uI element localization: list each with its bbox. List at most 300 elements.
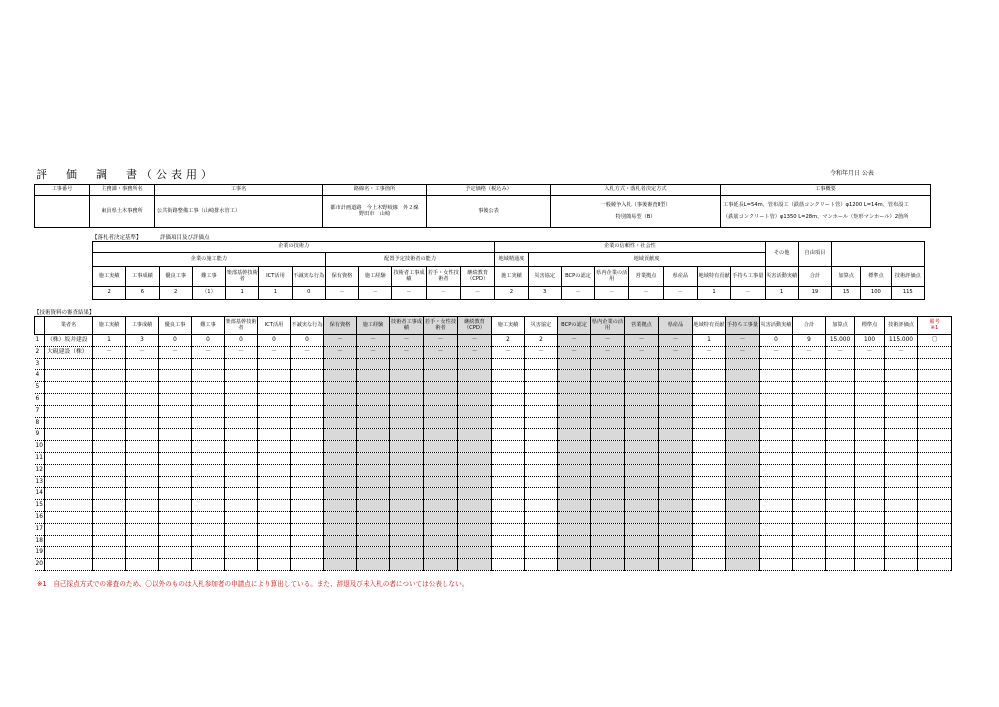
note-cell bbox=[918, 417, 952, 429]
table-row bbox=[35, 476, 952, 488]
result-cell bbox=[659, 358, 693, 370]
result-cell bbox=[591, 476, 625, 488]
group-reliability: 企業の信頼性・社会性 bbox=[495, 242, 765, 253]
result-cell: － bbox=[558, 335, 591, 347]
result-cell bbox=[558, 476, 591, 488]
result-col-header: 標準点 bbox=[855, 317, 885, 335]
result-cell bbox=[492, 452, 525, 464]
eval-points-cell: 1 bbox=[765, 287, 798, 300]
summary-line-1: 工事延長L=54m、管布設工（鉄筋コンクリート管）φ1200 L=14m、管布設工 bbox=[723, 201, 909, 208]
note-cell bbox=[918, 547, 952, 559]
result-cell bbox=[258, 547, 291, 559]
result-cell bbox=[726, 452, 760, 464]
result-cell bbox=[693, 523, 726, 535]
result-cell: － bbox=[525, 346, 558, 358]
result-cell bbox=[390, 535, 424, 547]
result-cell bbox=[324, 452, 357, 464]
result-cell bbox=[458, 523, 492, 535]
result-cell bbox=[525, 393, 558, 405]
result-cell bbox=[390, 488, 424, 500]
result-cell bbox=[525, 559, 558, 571]
result-cell bbox=[885, 511, 918, 523]
header-office: 主務課・事務所名 bbox=[90, 185, 155, 196]
eval-col-header: 合計 bbox=[798, 267, 831, 287]
result-cell bbox=[659, 476, 693, 488]
result-cell bbox=[225, 417, 258, 429]
result-cell bbox=[324, 523, 357, 535]
result-cell bbox=[855, 464, 885, 476]
result-cell bbox=[625, 358, 659, 370]
result-cell bbox=[625, 547, 659, 559]
result-cell bbox=[159, 500, 192, 512]
result-cell bbox=[126, 382, 159, 394]
result-cell bbox=[793, 476, 826, 488]
result-cell bbox=[458, 464, 492, 476]
result-cell: － bbox=[258, 346, 291, 358]
result-cell bbox=[390, 370, 424, 382]
result-cell bbox=[291, 370, 324, 382]
result-cell bbox=[291, 500, 324, 512]
result-cell bbox=[885, 358, 918, 370]
table-row bbox=[35, 511, 952, 523]
result-cell bbox=[93, 370, 126, 382]
result-cell bbox=[225, 464, 258, 476]
row-number: 4 bbox=[35, 370, 45, 382]
note-cell bbox=[918, 452, 952, 464]
header-location: 路線名・工事箇所 bbox=[323, 185, 427, 196]
result-cell bbox=[424, 488, 458, 500]
result-cell bbox=[558, 405, 591, 417]
table-row bbox=[35, 547, 952, 559]
eval-col-header: 加算点 bbox=[832, 267, 861, 287]
result-col-header: 難工事 bbox=[192, 317, 225, 335]
result-cell bbox=[525, 523, 558, 535]
result-cell bbox=[659, 370, 693, 382]
result-cell bbox=[492, 559, 525, 571]
table-row bbox=[35, 441, 952, 453]
project-number bbox=[35, 196, 90, 228]
eval-points-cell: － bbox=[325, 287, 358, 300]
result-cell bbox=[793, 535, 826, 547]
result-cell bbox=[324, 547, 357, 559]
table-row bbox=[35, 464, 952, 476]
result-cell bbox=[192, 488, 225, 500]
result-cell bbox=[357, 358, 390, 370]
result-cell bbox=[693, 464, 726, 476]
result-cell bbox=[726, 476, 760, 488]
result-cell bbox=[492, 511, 525, 523]
result-cell bbox=[291, 559, 324, 571]
result-cell bbox=[424, 535, 458, 547]
eval-points-cell: 2 bbox=[495, 287, 528, 300]
result-cell bbox=[885, 476, 918, 488]
result-cell bbox=[159, 464, 192, 476]
eval-col-header: ICT活用 bbox=[259, 267, 292, 287]
result-cell bbox=[625, 441, 659, 453]
result-cell bbox=[726, 429, 760, 441]
result-cell: 115.000 bbox=[885, 335, 918, 347]
note-cell bbox=[918, 559, 952, 571]
result-cell bbox=[855, 476, 885, 488]
result-cell bbox=[159, 405, 192, 417]
result-cell bbox=[726, 382, 760, 394]
result-cell bbox=[885, 393, 918, 405]
result-cell bbox=[492, 476, 525, 488]
result-cell bbox=[93, 464, 126, 476]
result-cell bbox=[760, 547, 793, 559]
result-cell: － bbox=[625, 346, 659, 358]
result-cell bbox=[525, 382, 558, 394]
result-cell bbox=[192, 559, 225, 571]
result-cell bbox=[126, 393, 159, 405]
row-number: 1 bbox=[35, 335, 45, 347]
result-cell bbox=[357, 488, 390, 500]
company-name bbox=[45, 535, 93, 547]
result-cell bbox=[591, 535, 625, 547]
result-cell bbox=[659, 559, 693, 571]
company-name bbox=[45, 370, 93, 382]
result-cell bbox=[826, 535, 855, 547]
result-cell bbox=[458, 370, 492, 382]
result-cell bbox=[558, 452, 591, 464]
result-cell bbox=[225, 523, 258, 535]
result-cell bbox=[885, 523, 918, 535]
result-cell bbox=[492, 393, 525, 405]
result-cell: 0 bbox=[225, 335, 258, 347]
result-cell bbox=[760, 441, 793, 453]
project-name: 公共街路整備工事（山崎排水管工） bbox=[155, 196, 323, 228]
result-cell: － bbox=[390, 346, 424, 358]
result-cell bbox=[458, 535, 492, 547]
result-cell bbox=[458, 488, 492, 500]
result-cell bbox=[659, 547, 693, 559]
header-bid-method: 入札方式・落札者決定方式 bbox=[551, 185, 721, 196]
result-cell bbox=[826, 441, 855, 453]
result-cell bbox=[424, 370, 458, 382]
result-cell bbox=[591, 382, 625, 394]
result-col-header: 手持ち工事量 bbox=[726, 317, 760, 335]
result-col-header: BCPの認定 bbox=[558, 317, 591, 335]
result-cell bbox=[885, 370, 918, 382]
result-cell bbox=[525, 488, 558, 500]
table-row bbox=[35, 405, 952, 417]
row-number: 7 bbox=[35, 405, 45, 417]
result-cell bbox=[159, 452, 192, 464]
company-name bbox=[45, 417, 93, 429]
result-cell bbox=[760, 488, 793, 500]
result-cell bbox=[625, 464, 659, 476]
note-cell bbox=[918, 523, 952, 535]
result-cell bbox=[192, 476, 225, 488]
result-cell bbox=[291, 405, 324, 417]
result-cell: － bbox=[492, 346, 525, 358]
result-cell bbox=[225, 500, 258, 512]
result-cell bbox=[591, 370, 625, 382]
result-cell bbox=[390, 547, 424, 559]
result-cell bbox=[126, 476, 159, 488]
result-cell bbox=[558, 441, 591, 453]
result-cell bbox=[659, 511, 693, 523]
result-cell bbox=[291, 523, 324, 535]
result-cell bbox=[225, 452, 258, 464]
result-cell bbox=[390, 441, 424, 453]
result-cell bbox=[291, 452, 324, 464]
result-cell bbox=[225, 441, 258, 453]
result-cell bbox=[591, 500, 625, 512]
result-col-header: 技術者工事成績 bbox=[390, 317, 424, 335]
result-cell bbox=[492, 500, 525, 512]
eval-col-header: 災害活動実績 bbox=[765, 267, 798, 287]
result-cell bbox=[885, 464, 918, 476]
result-cell bbox=[390, 417, 424, 429]
result-col-header: ICT活用 bbox=[258, 317, 291, 335]
result-cell: － bbox=[760, 346, 793, 358]
company-name bbox=[45, 500, 93, 512]
result-cell bbox=[192, 405, 225, 417]
result-cell bbox=[793, 452, 826, 464]
result-cell bbox=[258, 393, 291, 405]
result-cell bbox=[458, 358, 492, 370]
result-cell bbox=[93, 429, 126, 441]
result-cell bbox=[885, 547, 918, 559]
result-cell bbox=[591, 464, 625, 476]
company-name bbox=[45, 511, 93, 523]
result-cell bbox=[625, 523, 659, 535]
result-cell bbox=[225, 559, 258, 571]
result-cell bbox=[855, 535, 885, 547]
result-cell bbox=[225, 393, 258, 405]
result-cell bbox=[793, 382, 826, 394]
eval-col-header: 技術者工事成績 bbox=[392, 267, 426, 287]
result-cell bbox=[258, 370, 291, 382]
result-cell bbox=[159, 559, 192, 571]
result-cell bbox=[424, 511, 458, 523]
result-cell bbox=[93, 358, 126, 370]
result-cell bbox=[258, 488, 291, 500]
result-cell bbox=[159, 370, 192, 382]
row-number: 18 bbox=[35, 535, 45, 547]
result-cell bbox=[793, 464, 826, 476]
result-cell bbox=[357, 535, 390, 547]
result-cell bbox=[885, 429, 918, 441]
result-cell bbox=[855, 500, 885, 512]
eval-col-header: 不誠実な行為 bbox=[292, 267, 325, 287]
note-cell bbox=[918, 429, 952, 441]
result-cell bbox=[693, 511, 726, 523]
eval-col-header: BCPの認定 bbox=[561, 267, 594, 287]
result-cell bbox=[826, 417, 855, 429]
project-location bbox=[323, 196, 427, 228]
result-cell bbox=[159, 382, 192, 394]
result-cell bbox=[324, 405, 357, 417]
result-cell bbox=[93, 417, 126, 429]
result-cell bbox=[458, 500, 492, 512]
result-cell bbox=[424, 523, 458, 535]
result-cell bbox=[726, 559, 760, 571]
result-cell bbox=[525, 358, 558, 370]
eval-points-cell: 0 bbox=[292, 287, 325, 300]
result-cell bbox=[291, 393, 324, 405]
result-cell: － bbox=[693, 346, 726, 358]
result-col-header: 施工経験 bbox=[357, 317, 390, 335]
result-cell bbox=[126, 464, 159, 476]
result-cell bbox=[258, 452, 291, 464]
result-cell bbox=[390, 476, 424, 488]
eval-points-cell: （1） bbox=[192, 287, 225, 300]
table-row bbox=[35, 358, 952, 370]
eval-points-cell: 1 bbox=[259, 287, 292, 300]
result-cell bbox=[726, 464, 760, 476]
result-cell bbox=[126, 441, 159, 453]
eval-col-header: 県内企業の活用 bbox=[595, 267, 629, 287]
result-cell bbox=[159, 523, 192, 535]
group-blank bbox=[832, 242, 925, 267]
result-cell bbox=[760, 405, 793, 417]
result-cell bbox=[93, 382, 126, 394]
result-cell: － bbox=[659, 346, 693, 358]
result-cell bbox=[126, 405, 159, 417]
result-cell bbox=[192, 358, 225, 370]
result-cell bbox=[159, 476, 192, 488]
result-cell bbox=[793, 559, 826, 571]
result-cell bbox=[659, 405, 693, 417]
result-cell bbox=[93, 523, 126, 535]
result-cell bbox=[855, 523, 885, 535]
result-cell: － bbox=[159, 346, 192, 358]
result-cell bbox=[793, 370, 826, 382]
result-cell bbox=[855, 547, 885, 559]
result-cell bbox=[855, 405, 885, 417]
result-cell bbox=[885, 535, 918, 547]
result-cell bbox=[855, 511, 885, 523]
result-cell: － bbox=[826, 346, 855, 358]
result-cell bbox=[726, 393, 760, 405]
result-cell bbox=[659, 382, 693, 394]
result-cell bbox=[258, 476, 291, 488]
result-cell bbox=[558, 511, 591, 523]
result-cell bbox=[291, 382, 324, 394]
row-number: 6 bbox=[35, 393, 45, 405]
note-cell bbox=[918, 393, 952, 405]
company-name bbox=[45, 523, 93, 535]
eval-col-header: 地域特有貢献 bbox=[697, 267, 730, 287]
criteria-label: 【落札者決定基準】 bbox=[92, 235, 142, 241]
result-cell: － bbox=[424, 335, 458, 347]
result-cell bbox=[826, 523, 855, 535]
note-header-mark: ※1 bbox=[930, 324, 939, 331]
result-cell bbox=[525, 476, 558, 488]
result-cell: － bbox=[192, 346, 225, 358]
result-cell bbox=[357, 511, 390, 523]
result-cell bbox=[93, 547, 126, 559]
result-cell bbox=[558, 488, 591, 500]
result-cell bbox=[357, 429, 390, 441]
result-cell bbox=[659, 464, 693, 476]
result-cell bbox=[793, 441, 826, 453]
result-cell bbox=[458, 382, 492, 394]
result-cell: － bbox=[591, 335, 625, 347]
result-cell bbox=[826, 393, 855, 405]
result-cell bbox=[492, 535, 525, 547]
result-cell bbox=[126, 535, 159, 547]
note-cell bbox=[918, 370, 952, 382]
result-cell bbox=[324, 382, 357, 394]
result-cell bbox=[558, 500, 591, 512]
result-cell bbox=[93, 500, 126, 512]
eval-points-cell: 15 bbox=[832, 287, 861, 300]
result-cell bbox=[625, 417, 659, 429]
result-col-header: 継続教育（CPD） bbox=[458, 317, 492, 335]
result-cell bbox=[424, 429, 458, 441]
result-cell bbox=[225, 535, 258, 547]
result-cell bbox=[390, 511, 424, 523]
result-cell bbox=[324, 488, 357, 500]
sub-construction-ability: 企業の施工能力 bbox=[93, 253, 326, 267]
summary-line-2: （鉄筋コンクリート管）φ1350 L=28m、マンホール（矩形マンホール）2箇所 bbox=[723, 213, 909, 220]
result-cell bbox=[885, 559, 918, 571]
note-cell bbox=[918, 500, 952, 512]
result-cell bbox=[760, 511, 793, 523]
table-row bbox=[35, 417, 952, 429]
result-cell bbox=[659, 441, 693, 453]
result-cell bbox=[693, 488, 726, 500]
result-cell bbox=[159, 547, 192, 559]
result-col-header: 地域特有貢献 bbox=[693, 317, 726, 335]
result-cell: 0 bbox=[760, 335, 793, 347]
result-cell bbox=[855, 441, 885, 453]
result-cell: － bbox=[225, 346, 258, 358]
result-cell: － bbox=[659, 335, 693, 347]
result-cell bbox=[390, 559, 424, 571]
result-cell bbox=[159, 488, 192, 500]
eval-points-cell: 6 bbox=[126, 287, 159, 300]
eval-points-cell: － bbox=[426, 287, 460, 300]
row-number: 13 bbox=[35, 476, 45, 488]
result-cell bbox=[458, 547, 492, 559]
result-cell bbox=[93, 488, 126, 500]
result-cell bbox=[159, 358, 192, 370]
result-cell bbox=[885, 405, 918, 417]
result-cell bbox=[693, 452, 726, 464]
result-cell bbox=[826, 500, 855, 512]
result-cell bbox=[826, 559, 855, 571]
result-cell bbox=[225, 382, 258, 394]
eval-col-header: 工事成績 bbox=[126, 267, 159, 287]
table-row bbox=[35, 370, 952, 382]
result-cell bbox=[324, 511, 357, 523]
eval-points-cell: － bbox=[392, 287, 426, 300]
note-header-label: 備考 bbox=[929, 318, 940, 325]
result-cell bbox=[424, 476, 458, 488]
result-cell bbox=[793, 405, 826, 417]
result-cell bbox=[324, 476, 357, 488]
bid-method bbox=[551, 196, 721, 228]
eval-points-cell: － bbox=[663, 287, 697, 300]
result-cell bbox=[93, 559, 126, 571]
company-name: 大硯建設（株） bbox=[45, 346, 93, 358]
bid-method-line-1: 一般競争入札（事後審査Ⅱ型） bbox=[600, 201, 671, 208]
result-cell bbox=[225, 547, 258, 559]
result-cell bbox=[126, 452, 159, 464]
result-cell bbox=[93, 452, 126, 464]
result-cell bbox=[625, 511, 659, 523]
result-cell bbox=[225, 429, 258, 441]
result-cell bbox=[390, 523, 424, 535]
result-cell bbox=[625, 500, 659, 512]
result-cell bbox=[492, 523, 525, 535]
row-number: 9 bbox=[35, 429, 45, 441]
result-cell bbox=[492, 417, 525, 429]
